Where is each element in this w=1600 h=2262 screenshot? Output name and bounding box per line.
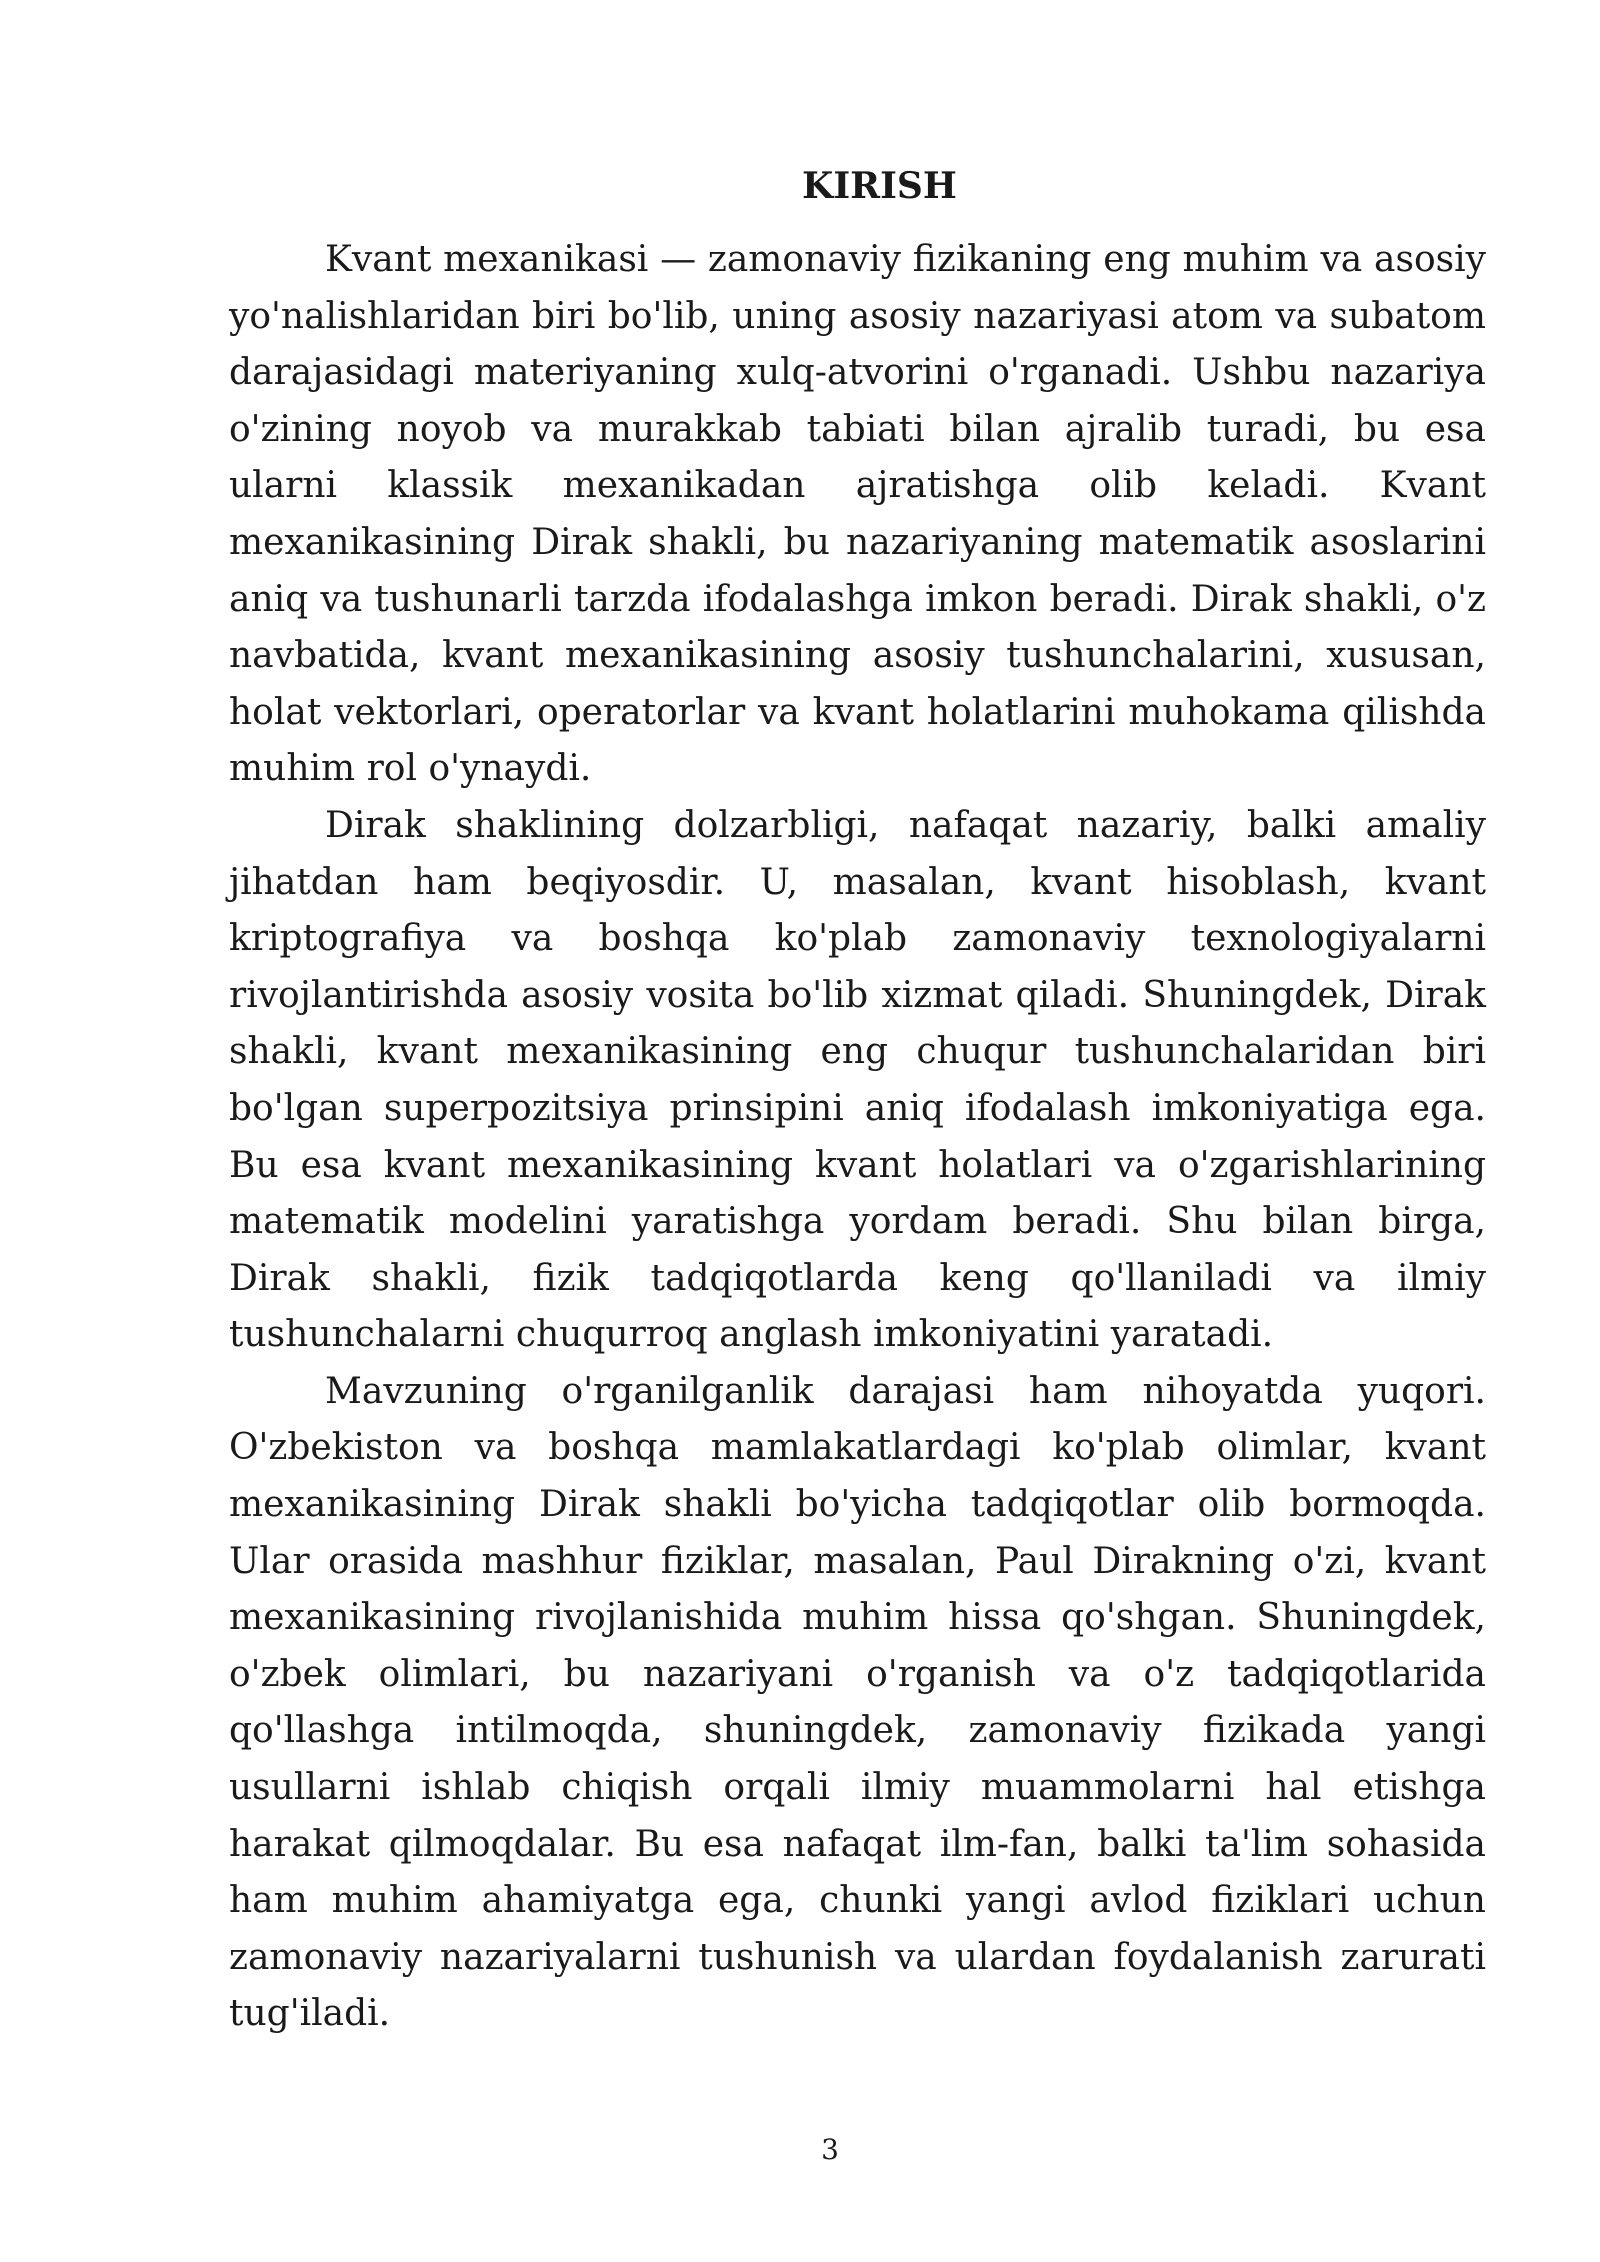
- paragraph-3: Mavzuning o'rganilganlik darajasi ham nihoyatda yuqori. O'zbekiston va boshqa mamlakatlardagi ko'plab olimlar, kvant mexanikasining Dirak shakli bo'yicha tadqiqotlar olib bormoqda. Ular orasida mashhur fiziklar, masalan, Paul Dirakning o'zi, kvant mexanikasining rivojlanishida muhim hissa qo'shgan. Shuningdek, o'zbek olimlari, bu nazariyani o'rganish va o'z tadqiqotlarida qo'llashga intilmoqda, shuningdek, zamonaviy fizikada yangi usullarni ishlab chiqish orqali ilmiy muammolarni hal etishga harakat qilmoqdalar. Bu esa nafaqat ilm-fan, balki ta'lim sohasida ham muhim ahamiyatga ega, chunki yangi avlod fiziklari uchun zamonaviy nazariyalarni tushunish va ulardan foydalanish zarurati tug'iladi.: [229, 1370, 1486, 2035]
- paragraph-1: Kvant mexanikasi — zamonaviy fizikaning eng muhim va asosiy yo'nalishlaridan biri bo'lib, uning asosiy nazariyasi atom va subatom darajasidagi materiyaning xulq-atvorini o'rganadi. Ushbu nazariya o'zining noyob va murakkab tabiati bilan ajralib turadi, bu esa ularni klassik mexanikadan ajratishga olib keladi. Kvant mexanikasining Dirak shakli, bu nazariyaning matematik asoslarini aniq va tushunarli tarzda ifodalashga imkon beradi. Dirak shakli, o'z navbatida, kvant mexanikasining asosiy tushunchalarini, xususan, holat vektorlari, operatorlar va kvant holatlarini muhokama qilishda muhim rol o'ynaydi.: [229, 239, 1486, 790]
- section-heading: KIRISH: [802, 165, 957, 207]
- page-number: 3: [821, 2133, 839, 2166]
- paragraph-2: Dirak shaklining dolzarbligi, nafaqat nazariy, balki amaliy jihatdan ham beqiyosdir. U, masalan, kvant hisoblash, kvant kriptografiya va boshqa ko'plab zamonaviy texnologiyalarni rivojlantirishda asosiy vosita bo'lib xizmat qiladi. Shuningdek, Dirak shakli, kvant mexanikasining eng chuqur tushunchalaridan biri bo'lgan superpozitsiya prinsipini aniq ifodalash imkoniyatiga ega. Bu esa kvant mexanikasining kvant holatlari va o'zgarishlarining matematik modelini yaratishga yordam beradi. Shu bilan birga, Dirak shakli, fizik tadqiqotlarda keng qo'llaniladi va ilmiy tushunchalarni chuqurroq anglash imkoniyatini yaratadi.: [229, 804, 1486, 1356]
- page-content: [229, 158, 1486, 2043]
